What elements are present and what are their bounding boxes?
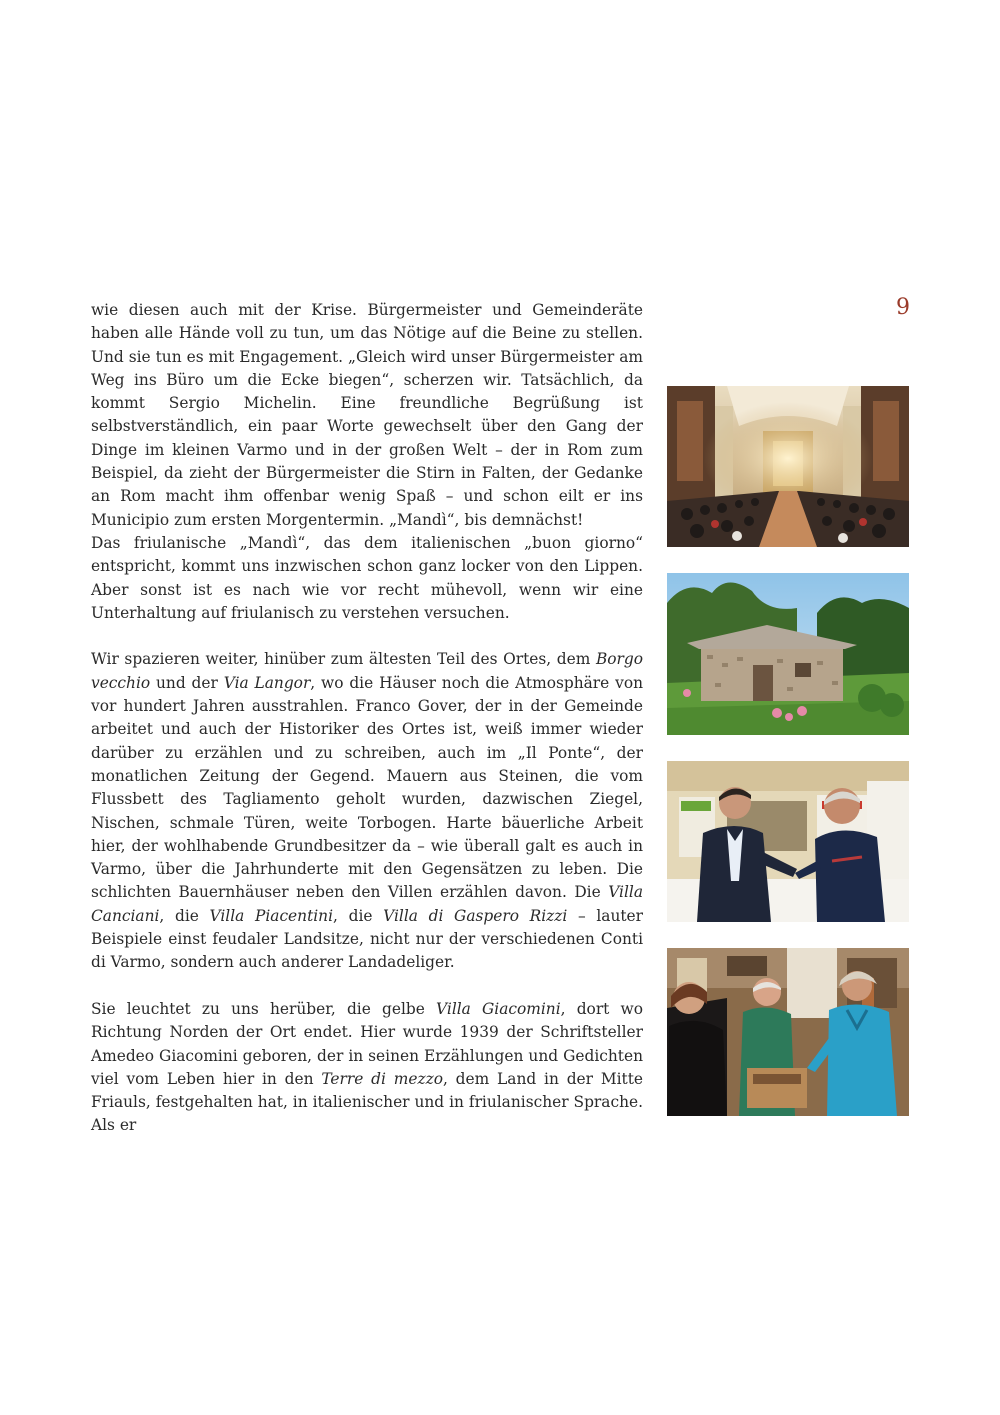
italic-run: Villa di Gaspero Rizzi [383, 906, 568, 925]
italic-run: Terre di mezzo [321, 1069, 443, 1088]
stone-pavilion-photo [667, 573, 909, 735]
text-run: Sie leuchtet zu uns herüber, die gelbe [91, 999, 437, 1018]
text-run: – lauter Beispiele einst feudaler Landsitze, nicht nur der verschiedenen Conti di Varmo, sondern auch anderer Landadeliger. [91, 906, 644, 972]
text-run: Wir spazieren weiter, hinüber zum ältesten Teil des Ortes, dem [91, 650, 596, 669]
text-run: und der [150, 673, 224, 692]
italic-run: Borgo vecchio [91, 650, 643, 692]
page-number: 9 [896, 295, 910, 320]
italic-run: Villa Piacentini [209, 906, 334, 925]
text-run: , wo die Häuser noch die Atmosphäre von vor hundert Jahren ausstrahlen. Franco Gover, der in der Gemeinde arbeitet und auch der Historiker des Ortes ist, weiß immer wieder darüber zu erzählen und zu schreiben, auch im „Il Ponte“, der monatlichen Zeitung der Gegend. Mauern aus Steinen, die vom Flussbett des Tagliamento geholt wurden, dazwischen Ziegel, Nischen, schmale Türen, weite Torbogen. Harte bäuerliche Arbeit hier, der wohlhabende Grundbesitzer da – wie überall galt es auch in Varmo, über die Jahrhunderte mit den Gegensätzen zu leben. Die schlichten Bauernhäuser neben den Villen erzählen davon. Die [91, 673, 643, 902]
paragraph-1 [91, 299, 643, 532]
italic-run: Villa Giacomini [436, 999, 561, 1018]
text-run: , dem Land in der Mitte Friauls, festgehalten hat, in italienischer und in friulanischer Sprache. Als er [91, 1069, 643, 1135]
workshop-people-photo [667, 948, 909, 1116]
church-interior-photo [667, 386, 909, 547]
italic-run: Via Langor [223, 673, 311, 692]
paragraph-4 [91, 998, 643, 1138]
text-run: , die [159, 906, 210, 925]
text-run: , die [333, 906, 384, 925]
text-run: , dort wo Richtung Norden der Ort endet. Hier wurde 1939 der Schriftsteller Amedeo Giacomini geboren, der in seinen Erzählungen und Gedichten viel vom Leben hier in den [91, 999, 643, 1088]
paragraph-3 [91, 648, 643, 974]
text-run: wie diesen auch mit der Krise. Bürgermeister und Gemeinderäte haben alle Hände voll zu tun, um das Nötige auf die Beine zu stellen. Und sie tun es mit Engagement. „Gleich wird unser Bürgermeister am Weg ins Büro um die Ecke biegen“, scherzen wir. Tatsächlich, da kommt Sergio Michelin. Eine freundliche Begrüßung ist selbstverständlich, ein paar Worte gewechselt über den Gang der Dinge im kleinen Varmo und in der großen Welt – der in Rom zum Beispiel, da zieht der Bürgermeister die Stirn in Falten, der Gedanke an Rom macht ihm offenbar wenig Spaß – und schon eilt er ins Municipio zum ersten Morgentermin. „Mandì“, bis demnächst! [91, 301, 643, 529]
italic-run: Villa Canciani [91, 883, 643, 925]
mayor-greeting-photo [667, 761, 909, 922]
body-text [91, 299, 643, 1138]
text-run: Das friulanische „Mandì“, das dem italienischen „buon giorno“ entspricht, kommt uns inzwischen schon ganz locker von den Lippen. Aber sonst ist es nach wie vor recht mühevoll, wenn wir eine Unterhaltung auf friulanisch zu verstehen versuchen. [91, 533, 643, 622]
paragraph-2 [91, 532, 643, 625]
